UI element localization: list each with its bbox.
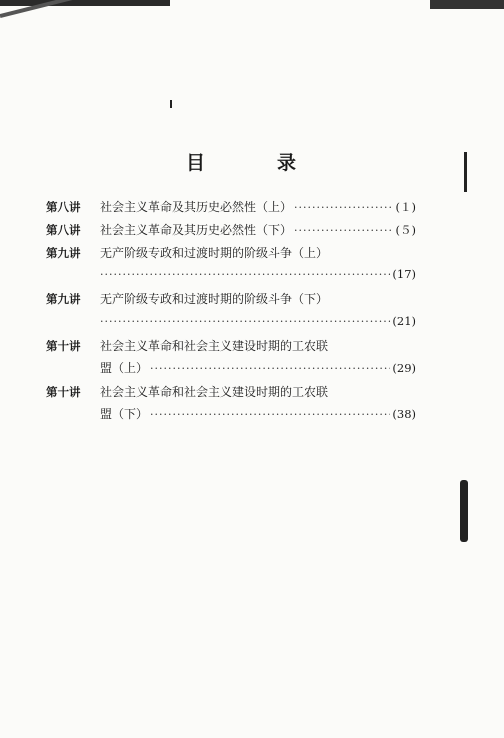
dot-leader — [100, 266, 390, 284]
lecture-number: 第九讲 — [46, 246, 81, 260]
page-number: (38) — [392, 407, 416, 421]
page-number: (21) — [392, 314, 416, 328]
page-number: (29) — [392, 361, 416, 375]
toc-entry-continuation — [100, 312, 416, 330]
toc-heading-char-2: 录 — [276, 152, 296, 174]
lecture-number: 第十讲 — [46, 339, 81, 353]
toc-entry-continuation — [100, 359, 416, 377]
lecture-number: 第八讲 — [46, 200, 81, 214]
dot-leader — [294, 199, 394, 217]
toc-entry — [46, 383, 416, 401]
entry-title-cont: 盟（上） — [100, 361, 149, 375]
entry-title-cont: 盟（下） — [100, 407, 149, 421]
entry-title: 社会主义革命及其历史必然性（下） — [100, 223, 293, 237]
toc-entry-continuation — [100, 405, 416, 423]
entry-title: 无产阶级专政和过渡时期的阶级斗争（上） — [100, 246, 329, 260]
entry-title: 社会主义革命和社会主义建设时期的工农联 — [100, 385, 329, 399]
toc-entry — [46, 337, 416, 355]
toc-entry — [46, 244, 416, 262]
toc-entry — [46, 198, 416, 216]
lecture-number: 第九讲 — [46, 292, 81, 306]
toc-entry — [46, 221, 416, 239]
dot-leader — [150, 406, 390, 424]
entry-title: 社会主义革命及其历史必然性（上） — [100, 200, 293, 214]
lecture-number: 第八讲 — [46, 223, 81, 237]
dot-leader — [150, 360, 390, 378]
lecture-number: 第十讲 — [46, 385, 81, 399]
toc-entry — [46, 290, 416, 308]
page-number: (１) — [395, 200, 416, 214]
dot-leader — [294, 222, 394, 240]
page-number: (５) — [395, 223, 416, 237]
toc-entry-continuation — [100, 265, 416, 283]
entry-title: 无产阶级专政和过渡时期的阶级斗争（下） — [100, 292, 329, 306]
toc-heading-char-1: 目 — [186, 152, 206, 174]
entry-title: 社会主义革命和社会主义建设时期的工农联 — [100, 339, 329, 353]
dot-leader — [100, 313, 390, 331]
page-number: (17) — [392, 267, 416, 281]
